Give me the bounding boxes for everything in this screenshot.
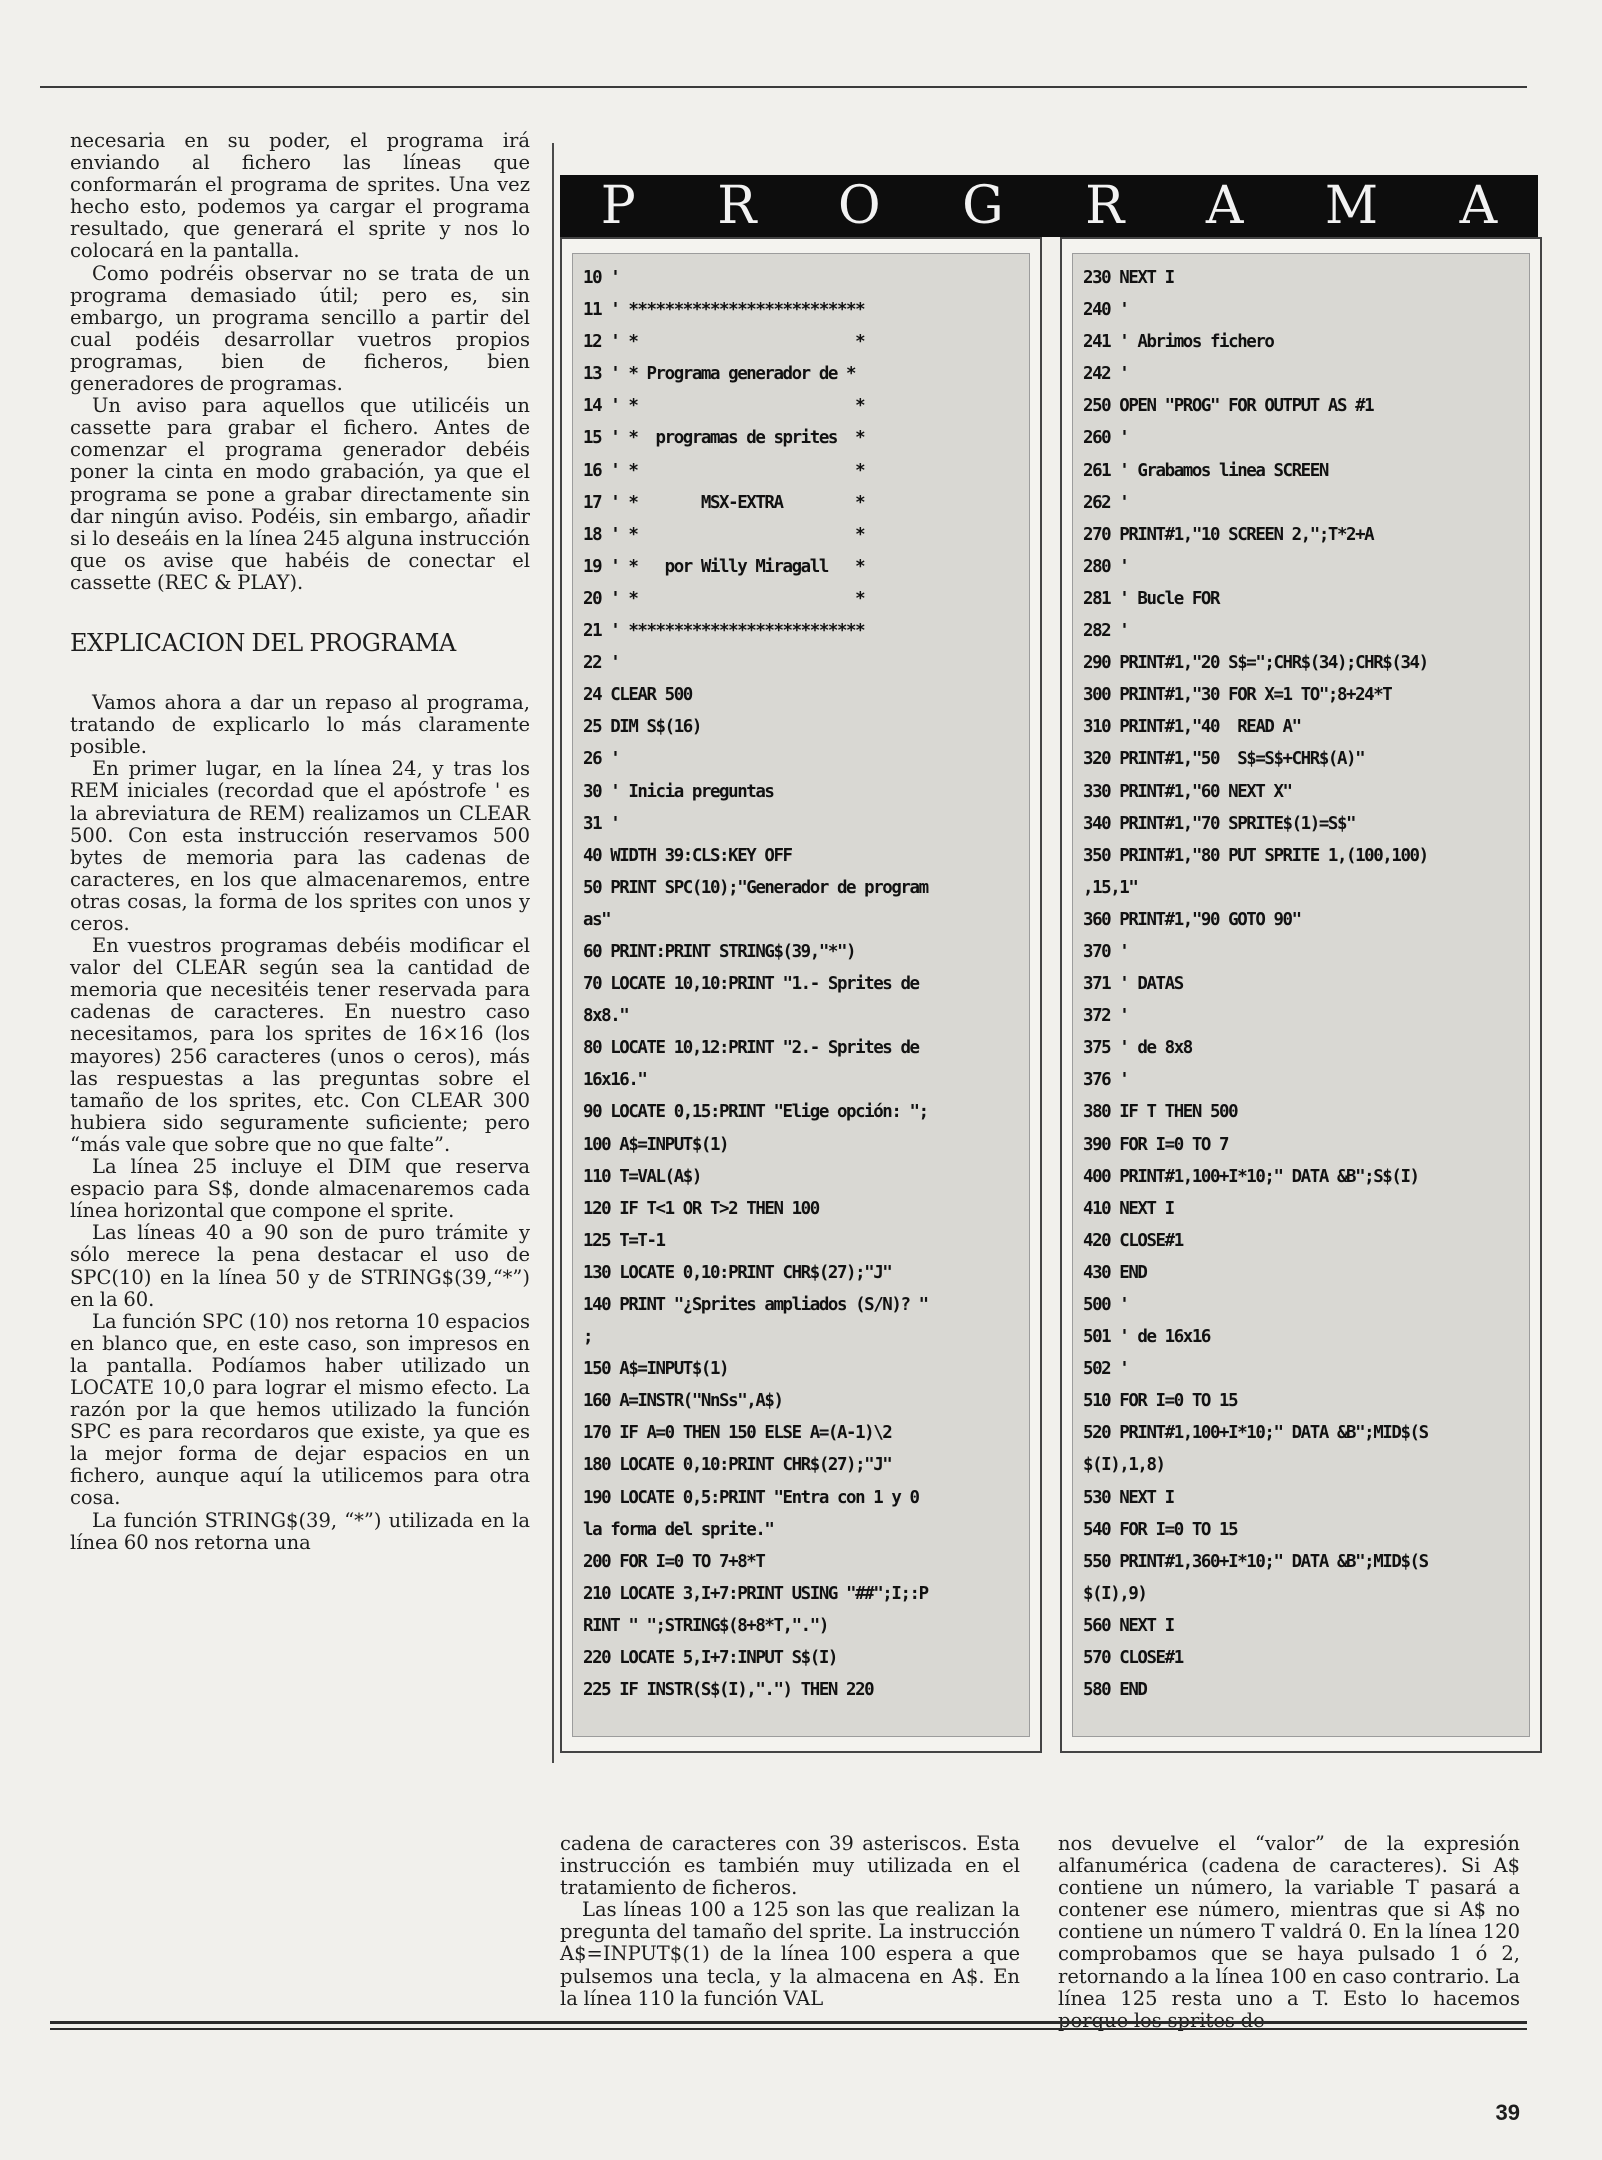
banner-letter: O — [837, 176, 881, 236]
code-line: 12 ' * * — [583, 332, 865, 353]
code-line: 500 ' — [1083, 1295, 1129, 1315]
code-line: ,15,1" — [1083, 877, 1138, 898]
code-line: 20 ' * * — [583, 588, 865, 609]
code-line: 280 ' — [1083, 556, 1129, 577]
code-line: 21 ' ************************** — [583, 621, 865, 642]
code-line: $(I),1,8) — [1083, 1455, 1165, 1476]
code-line: 80 LOCATE 10,12:PRINT "2.- Sprites de — [583, 1038, 919, 1059]
paragraph: La línea 25 incluye el DIM que reserva espacio para S$, donde almacenaremos cada línea horizontal que compone el sprite. — [70, 1155, 530, 1223]
code-line: 240 ' — [1083, 300, 1129, 321]
code-listing-frame-1 — [560, 237, 1042, 1753]
code-line: 370 ' — [1083, 941, 1129, 962]
code-line: 261 ' Grabamos linea SCREEN — [1083, 460, 1328, 481]
paragraph: Vamos ahora a dar un repaso al programa, tratando de explicarlo lo más claramente posible. — [70, 691, 530, 759]
code-line: 330 PRINT#1,"60 NEXT X" — [1083, 781, 1292, 802]
code-line: 8x8." — [583, 1006, 629, 1027]
code-line: 120 IF T<1 OR T>2 THEN 100 — [583, 1198, 819, 1219]
code-line: 242 ' — [1083, 364, 1129, 385]
paragraph: cadena de caracteres con 39 asteriscos. Esta instrucción es también muy utilizada en el tratamiento de ficheros. — [560, 1832, 1020, 1900]
paragraph: La función SPC (10) nos retorna 10 espacios en blanco que, en este caso, son impresos en la pantalla. Podíamos haber utilizado un LOCATE 10,0 para lograr el mismo efecto. La razón por la que hemos utilizado la función SPC es para recordaros que existe, ya que es la mejor forma de dejar espacios en un fichero, aunque aquí la utilicemos para otra cosa. — [70, 1309, 530, 1510]
code-line: 400 PRINT#1,100+I*10;" DATA &B";S$(I) — [1083, 1166, 1419, 1187]
top-rule — [40, 86, 1527, 88]
banner-letter: R — [717, 176, 757, 236]
code-line: 50 PRINT SPC(10);"Generador de program — [583, 877, 928, 898]
code-line: la forma del sprite." — [583, 1519, 774, 1540]
code-line: 371 ' DATAS — [1083, 974, 1183, 995]
code-line: 250 OPEN "PROG" FOR OUTPUT AS #1 — [1083, 396, 1374, 417]
code-listing-2 — [1072, 253, 1530, 1737]
code-line: 290 PRINT#1,"20 S$=";CHR$(34);CHR$(34) — [1083, 653, 1428, 674]
code-line: $(I),9) — [1083, 1583, 1147, 1604]
paragraph: necesaria en su poder, el programa irá enviando al fichero las líneas que conformarán el programa de sprites. Una vez hecho esto, podemos ya cargar el programa resultado, que generará el sprite y nos lo colocará en la pantalla. — [70, 129, 530, 263]
code-line: 550 PRINT#1,360+I*10;" DATA &B";MID$(S — [1083, 1551, 1428, 1572]
bottom-middle-column — [560, 1833, 1020, 2010]
code-line: 282 ' — [1083, 621, 1129, 642]
code-line: 17 ' * MSX-EXTRA * — [583, 492, 865, 513]
code-line: ; — [583, 1327, 593, 1348]
code-line: 372 ' — [1083, 1006, 1129, 1027]
code-line: 24 CLEAR 500 — [583, 685, 692, 706]
paragraph: Las líneas 100 a 125 son las que realizan la pregunta del tamaño del sprite. La instrucción A$=INPUT$(1) de la línea 100 espera a que pulsemos una tecla, y la almacena en A$. En la línea 110 la función VAL — [560, 1898, 1020, 2010]
code-line: 570 CLOSE#1 — [1083, 1648, 1183, 1669]
code-line: 70 LOCATE 10,10:PRINT "1.- Sprites de — [583, 974, 919, 995]
page-number: 39 — [1495, 2100, 1520, 2125]
code-line: 16x16." — [583, 1070, 647, 1091]
code-line: 281 ' Bucle FOR — [1083, 588, 1220, 609]
code-line: RINT " ";STRING$(8+8*T,".") — [583, 1615, 828, 1636]
code-line: 230 NEXT I — [1083, 268, 1174, 288]
code-line: 580 END — [1083, 1680, 1147, 1701]
code-line: 375 ' de 8x8 — [1083, 1038, 1192, 1059]
code-line: 241 ' Abrimos fichero — [1083, 332, 1274, 353]
code-line: 16 ' * * — [583, 460, 865, 481]
code-line: 60 PRINT:PRINT STRING$(39,"*") — [583, 941, 856, 962]
code-line: 340 PRINT#1,"70 SPRITE$(1)=S$" — [1083, 813, 1356, 834]
code-line: 25 DIM S$(16) — [583, 717, 701, 738]
code-line: 320 PRINT#1,"50 S$=S$+CHR$(A)" — [1083, 749, 1365, 770]
code-line: 190 LOCATE 0,5:PRINT "Entra con 1 y 0 — [583, 1487, 919, 1508]
paragraph: Las líneas 40 a 90 son de puro trámite y sólo merece la pena destacar el uso de SPC(10) en la línea 50 y de STRING$(39,“*”) en la 60. — [70, 1221, 530, 1311]
code-line: 26 ' — [583, 749, 620, 770]
code-line: 15 ' * programas de sprites * — [583, 428, 865, 449]
paragraph: Un aviso para aquellos que utilicéis un cassette para grabar el fichero. Antes de comenzar el programa generador debéis poner la cinta en modo grabación, ya que el programa se pone a grabar directamente sin dar ningún aviso. Podéis, sin embargo, añadir si lo deseáis en la línea 245 alguna instrucción que os avise que habéis de conectar el cassette (REC & PLAY). — [70, 394, 530, 594]
code-line: 19 ' * por Willy Miragall * — [583, 556, 865, 577]
code-line: 100 A$=INPUT$(1) — [583, 1134, 729, 1155]
code-line: 260 ' — [1083, 428, 1129, 449]
paragraph: En primer lugar, en la línea 24, y tras los REM iniciales (recordad que el apóstrofe ' es la abreviatura de REM) realizamos un CLEAR 500. Con esta instrucción reservamos 500 bytes de memoria para las cadenas de caracteres, en los que almacenaremos, entre otras cosas, la forma de los sprites con unos y ceros. — [70, 757, 530, 935]
code-line: 420 CLOSE#1 — [1083, 1230, 1183, 1251]
code-line: 200 FOR I=0 TO 7+8*T — [583, 1551, 765, 1572]
code-line: 300 PRINT#1,"30 FOR X=1 TO";8+24*T — [1083, 685, 1392, 706]
banner-letter: A — [1459, 176, 1498, 236]
code-line: 13 ' * Programa generador de * — [583, 364, 856, 385]
programa-banner — [560, 175, 1538, 237]
code-line: 225 IF INSTR(S$(I),".") THEN 220 — [583, 1680, 874, 1701]
code-line: 560 NEXT I — [1083, 1615, 1174, 1636]
code-line: 18 ' * * — [583, 524, 865, 545]
code-line: 170 IF A=0 THEN 150 ELSE A=(A-1)\2 — [583, 1423, 892, 1444]
code-line: 10 ' — [583, 268, 620, 288]
code-line: 160 A=INSTR("NnSs",A$) — [583, 1391, 783, 1412]
code-line: 210 LOCATE 3,I+7:PRINT USING "##";I;:P — [583, 1583, 928, 1604]
code-line: 510 FOR I=0 TO 15 — [1083, 1391, 1238, 1412]
paragraph: La función STRING$(39, “*”) utilizada en la línea 60 nos retorna una — [70, 1508, 530, 1554]
code-line: 502 ' — [1083, 1359, 1129, 1380]
code-line: 270 PRINT#1,"10 SCREEN 2,";T*2+A — [1083, 524, 1374, 545]
code-line: as" — [583, 909, 611, 930]
banner-letter: P — [600, 176, 636, 236]
code-listing-1 — [572, 253, 1030, 1737]
code-line: 14 ' * * — [583, 396, 865, 417]
code-line: 501 ' de 16x16 — [1083, 1327, 1210, 1348]
paragraph: nos devuelve el “valor” de la expresión alfanumérica (cadena de caracteres). Si A$ contiene un número, la variable T pasará a contener ese número, mientras que si A$ no contiene un número T valdrá 0. En la línea 120 comprobamos que se haya pulsado 1 ó 2, retornando a la línea 100 en caso contrario. La línea 125 resta uno a T. Esto lo hacemos — [1058, 1832, 1520, 2010]
code-listing-frame-2 — [1060, 237, 1542, 1753]
code-line: 430 END — [1083, 1262, 1147, 1283]
banner-letter: R — [1085, 176, 1125, 236]
code-line: 125 T=T-1 — [583, 1230, 665, 1251]
code-line: 410 NEXT I — [1083, 1198, 1174, 1219]
code-line: 376 ' — [1083, 1070, 1129, 1091]
code-line: 360 PRINT#1,"90 GOTO 90" — [1083, 909, 1301, 930]
code-line: 220 LOCATE 5,I+7:INPUT S$(I) — [583, 1648, 837, 1669]
code-line: 390 FOR I=0 TO 7 — [1083, 1134, 1229, 1155]
code-line: 130 LOCATE 0,10:PRINT CHR$(27);"J" — [583, 1262, 892, 1283]
bottom-rule — [50, 2028, 1527, 2030]
code-line: 540 FOR I=0 TO 15 — [1083, 1519, 1238, 1540]
paragraph: Como podréis observar no se trata de un programa demasiado útil; pero es, sin embargo, un programa sencillo a partir del cual podéis desarrollar vuetros propios programas, bien de ficheros, bien generadores de programas. — [70, 261, 530, 396]
banner-letter: A — [1205, 176, 1244, 236]
code-line: 30 ' Inicia preguntas — [583, 781, 774, 802]
code-line: 31 ' — [583, 813, 620, 834]
code-line: 150 A$=INPUT$(1) — [583, 1359, 729, 1380]
section-heading: EXPLICACION DEL PROGRAMA — [70, 628, 456, 657]
bottom-rule — [50, 2021, 1527, 2024]
code-line: 140 PRINT "¿Sprites ampliados (S/N)? " — [583, 1295, 928, 1315]
code-line: 262 ' — [1083, 492, 1129, 513]
code-line: 380 IF T THEN 500 — [1083, 1102, 1238, 1123]
code-line: 110 T=VAL(A$) — [583, 1166, 701, 1187]
code-line: 520 PRINT#1,100+I*10;" DATA &B";MID$(S — [1083, 1423, 1428, 1444]
code-line: 40 WIDTH 39:CLS:KEY OFF — [583, 845, 792, 866]
code-line: 310 PRINT#1,"40 READ A" — [1083, 717, 1301, 738]
code-line: 350 PRINT#1,"80 PUT SPRITE 1,(100,100) — [1083, 845, 1428, 866]
banner-letter: M — [1324, 176, 1379, 236]
code-line: 90 LOCATE 0,15:PRINT "Elige opción: "; — [583, 1102, 928, 1123]
bottom-right-column — [1058, 1833, 1520, 2032]
banner-letter: G — [962, 176, 1004, 236]
code-line: 22 ' — [583, 653, 620, 674]
paragraph: En vuestros programas debéis modificar el valor del CLEAR según sea la cantidad de memoria que necesitéis tener reservada para cadenas de caracteres. En nuestro caso necesitamos, para los sprites de 16×16 (los mayores) 256 caracteres (unos o ceros), más las respuestas a las preguntas sobre el tamaño de los sprites, etc. Con CLEAR 300 hubiera sido seguramente suficiente; pero “más vale que sobre que no que falte”. — [70, 934, 530, 1156]
code-line: 11 ' ************************** — [583, 300, 865, 321]
column-divider — [552, 143, 554, 1763]
code-line: 180 LOCATE 0,10:PRINT CHR$(27);"J" — [583, 1455, 892, 1476]
left-column — [70, 130, 530, 1554]
code-line: 530 NEXT I — [1083, 1487, 1174, 1508]
